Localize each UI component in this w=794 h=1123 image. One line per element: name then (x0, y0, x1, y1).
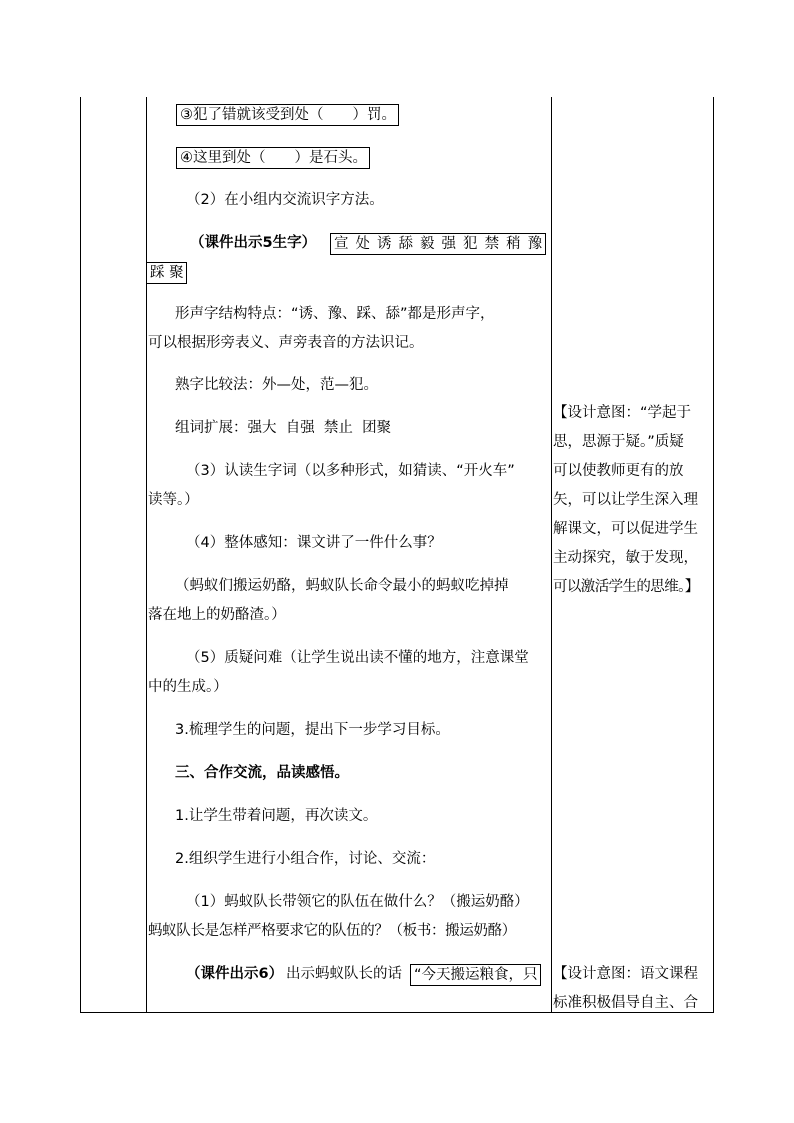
design-note-2-line-1: 【设计意图：语文课程 (553, 966, 698, 982)
question-1-line-1: （1）蚂蚁队长带领它的队伍在做什么？（搬运奶酪） (186, 894, 529, 910)
step-2-text: （2）在小组内交流识字方法。 (186, 192, 384, 208)
sort-questions-text: 3.梳理学生的问题，提出下一步学习目标。 (175, 722, 450, 738)
character-compare: 熟字比较法：外—处，范—犯。 (175, 377, 378, 393)
blank-sentence-4: ④这里到处（ ）是石头。 (176, 147, 370, 169)
design-note-1-line-4: 矢，可以让学生深入理 (553, 492, 698, 508)
section-3-heading: 三、合作交流，品读感悟。 (175, 765, 349, 781)
phonetic-feature-line-1: 形声字结构特点：“诱、豫、踩、舔”都是形声字， (175, 306, 495, 322)
answer-4-line-2: 落在地上的奶酪渣。） (148, 607, 286, 623)
blank-sentence-3: ③犯了错就该受到处（ ）罚。 (176, 104, 399, 126)
design-note-2-line-2: 标准积极倡导自主、合 (553, 995, 698, 1011)
design-note-1-line-7: 可以激活学生的思维。】 (553, 579, 699, 595)
new-characters-line-1: 宣 处 诱 舔 毅 强 犯 禁 稍 豫 (330, 233, 546, 255)
phonetic-feature-line-2: 可以根据形旁表义、声旁表音的方法识记。 (148, 335, 424, 351)
answer-4-line-1: （蚂蚁们搬运奶酪，蚂蚁队长命令最小的蚂蚁吃掉掉 (175, 578, 509, 594)
design-note-1-line-3: 可以使教师更有的放 (553, 463, 684, 479)
group-work-text: 2.组织学生进行小组合作，讨论、交流： (175, 851, 436, 867)
design-note-1-line-2: 思，思源于疑。”质疑 (553, 434, 684, 450)
question-1-line-2: 蚂蚁队长是怎样严格要求它的队伍的？（板书：搬运奶酪） (148, 923, 516, 939)
new-characters-line-2: 踩 聚 (146, 262, 187, 284)
captain-quote: “今天搬运粮食，只 (410, 964, 541, 986)
courseware-6-label: （课件出示6） (186, 966, 284, 982)
step-3-line-2: 读等。） (148, 492, 199, 508)
courseware-6-text: 出示蚂蚁队长的话 (286, 966, 402, 982)
table-column-divider-1 (146, 97, 147, 1013)
design-note-1-line-5: 解课文，可以促进学生 (553, 521, 698, 537)
table-column-divider-2 (551, 97, 552, 1013)
step-4-text: （4）整体感知：课文讲了一件什么事？ (186, 535, 442, 551)
read-again-text: 1.让学生带着问题，再次读文。 (175, 808, 378, 824)
courseware-5-label: （课件出示5生字） (190, 235, 317, 251)
design-note-1-line-1: 【设计意图：“学起于 (553, 405, 692, 421)
step-5-line-2: 中的生成。） (148, 679, 228, 695)
step-5-line-1: （5）质疑问难（让学生说出读不懂的地方，注意课堂 (186, 650, 529, 666)
word-expansion: 组词扩展：强大 自强 禁止 团聚 (175, 420, 392, 436)
table-left-border (80, 97, 81, 1013)
design-note-1-line-6: 主动探究，敏于发现， (553, 550, 698, 566)
step-3-line-1: （3）认读生字词（以多种形式，如猜读、“开火车” (186, 463, 515, 479)
table-right-border (713, 97, 714, 1013)
